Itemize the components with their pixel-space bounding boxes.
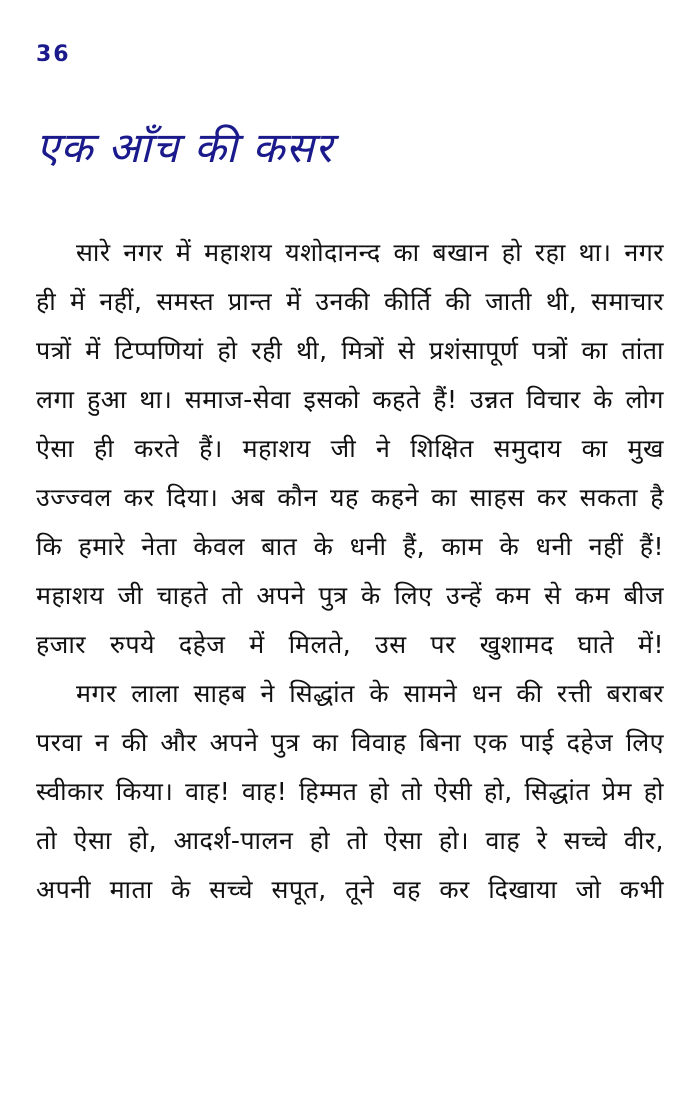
body-text — [36, 228, 664, 914]
paragraph-1: सारे नगर में महाशय यशोदानन्द का बखान हो रहा था। नगर ही में नहीं, समस्त प्रान्त में उनकी कीर्ति की जाती थी, समाचार पत्रों में टिप्पणियां हो रही थी, मित्रों से प्रशंसापूर्ण पत्रों का तांता लगा हुआ था। समाज-सेवा इसको कहते हैं! उन्नत विचार के लोग ऐसा ही करते हैं। महाशय जी ने शिक्षित समुदाय का मुख उज्ज्वल कर दिया। अब कौन यह कहने का साहस कर सकता है कि हमारे नेता केवल बात के धनी हैं, काम के धनी नहीं हैं! महाशय जी चाहते तो अपने पुत्र के लिए उन्हें कम से कम बीज हजार रुपये दहेज में मिलते, उस पर खुशामद घाते में! — [36, 238, 664, 659]
chapter-title: एक आँच की कसर — [36, 123, 334, 172]
page-number: 36 — [36, 42, 71, 67]
paragraph-2: मगर लाला साहब ने सिद्धांत के सामने धन की रत्ती बराबर परवा न की और अपने पुत्र का विवाह बिना एक पाई दहेज लिए स्वीकार किया। वाह! वाह! हिम्मत हो तो ऐसी हो, सिद्धांत प्रेम हो तो ऐसा हो, आदर्श-पालन हो तो ऐसा हो। वाह रे सच्चे वीर, अपनी माता के सच्चे सपूत, तूने वह कर दिखाया जो कभी — [36, 679, 664, 904]
